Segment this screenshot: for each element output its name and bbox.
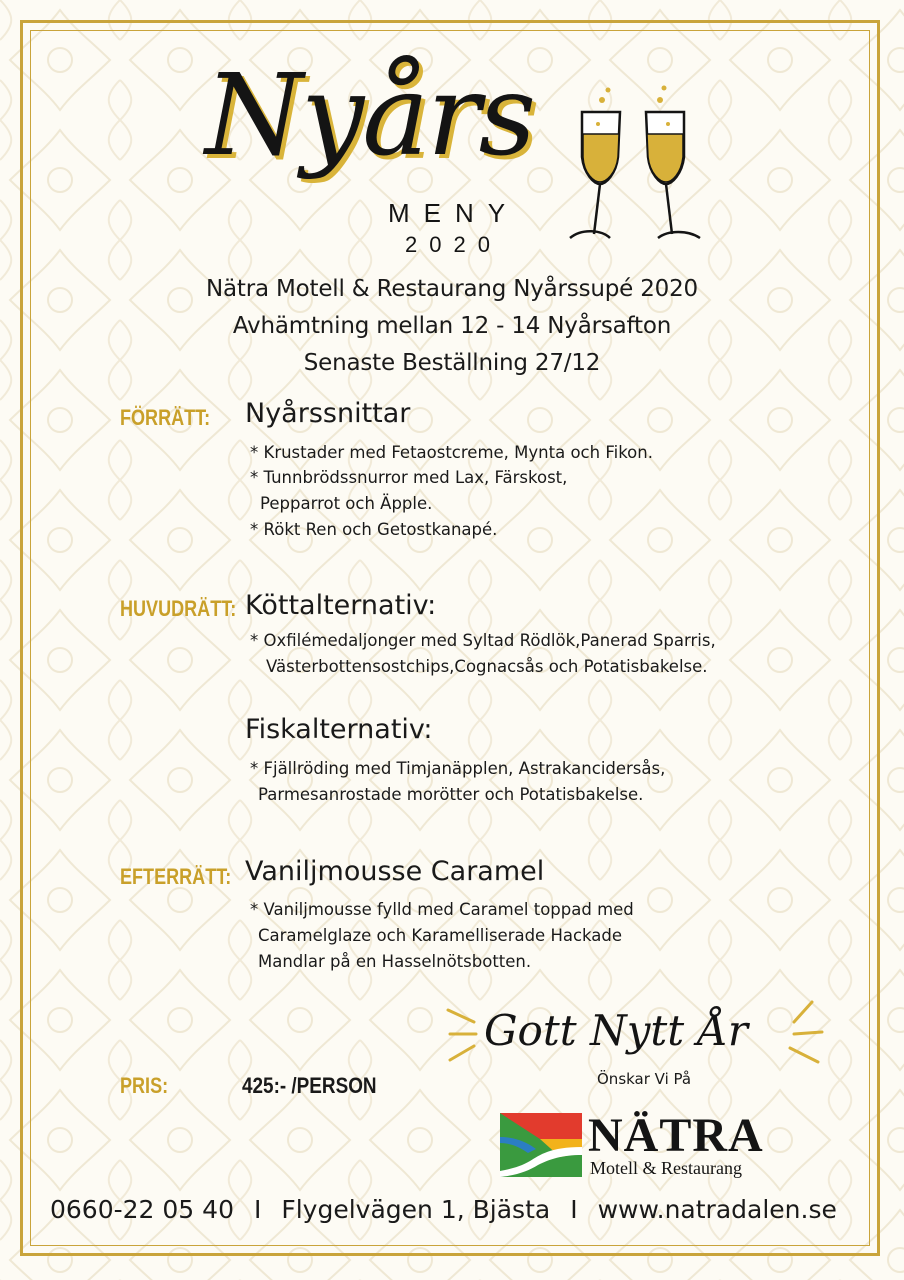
footer-separator: I [253, 1195, 262, 1224]
starter-line: * Tunnbrödssnurror med Lax, Färskost, [250, 468, 568, 487]
logo-name: NÄTRA [588, 1109, 764, 1162]
starter-line: * Rökt Ren och Getostkanapé. [250, 520, 498, 539]
menu-year: 2020 [405, 232, 502, 257]
dessert-line: Mandlar på en Hasselnötsbotten. [258, 952, 532, 971]
champagne-glasses-icon [560, 82, 710, 252]
intro-line-3: Senaste Beställning 27/12 [303, 350, 601, 376]
meat-line: * Oxfilémedaljonger med Syltad Rödlök,Panerad Sparris, [250, 631, 716, 650]
starter-line: Pepparrot och Äpple. [260, 494, 433, 513]
price-value: 425:- /PERSON [242, 1073, 377, 1098]
dessert-dish: Vaniljmousse Caramel [245, 856, 545, 887]
menu-subtitle: MENY [388, 198, 520, 228]
intro-line-2: Avhämtning mellan 12 - 14 Nyårsafton [232, 313, 672, 339]
sparkle-rays-right-icon [768, 1000, 828, 1070]
natra-logo-icon [500, 1113, 582, 1177]
intro-line-1: Nätra Motell & Restaurang Nyårssupé 2020 [206, 276, 698, 302]
sparkle-rays-left-icon [446, 1000, 480, 1070]
price-label: PRIS: [120, 1073, 169, 1098]
logo-subtitle: Motell & Restaurang [590, 1158, 742, 1178]
dessert-line: * Vaniljmousse fylld med Caramel toppad med [250, 900, 634, 919]
phone-number: 0660-22 05 40 [50, 1195, 234, 1224]
address: Flygelvägen 1, Bjästa [281, 1195, 551, 1224]
main-label: HUVUDRÄTT: [120, 596, 237, 621]
greeting-script: Gott Nytt År [484, 1006, 748, 1055]
script-title: Nyårs [205, 51, 535, 181]
starter-dish: Nyårssnittar [245, 398, 411, 429]
fish-dish: Fiskalternativ: [245, 714, 433, 745]
fish-line: Parmesanrostade morötter och Potatisbakelse. [258, 785, 644, 804]
meat-dish: Köttalternativ: [245, 590, 437, 621]
footer-separator: I [570, 1195, 578, 1224]
greeting-wish: Önskar Vi På [597, 1070, 692, 1088]
dessert-label: EFTERRÄTT: [120, 864, 232, 889]
meat-line: Västerbottensostchips,Cognacsås och Potatisbakelse. [266, 657, 708, 676]
contact-footer [50, 1195, 837, 1224]
fish-line: * Fjällröding med Timjanäpplen, Astrakancidersås, [250, 759, 666, 778]
dessert-line: Caramelglaze och Karamelliserade Hackade [258, 926, 623, 945]
website-link[interactable]: www.natradalen.se [597, 1195, 837, 1224]
starter-label: FÖRRÄTT: [120, 405, 211, 430]
starter-line: * Krustader med Fetaostcreme, Mynta och Fikon. [250, 443, 653, 462]
